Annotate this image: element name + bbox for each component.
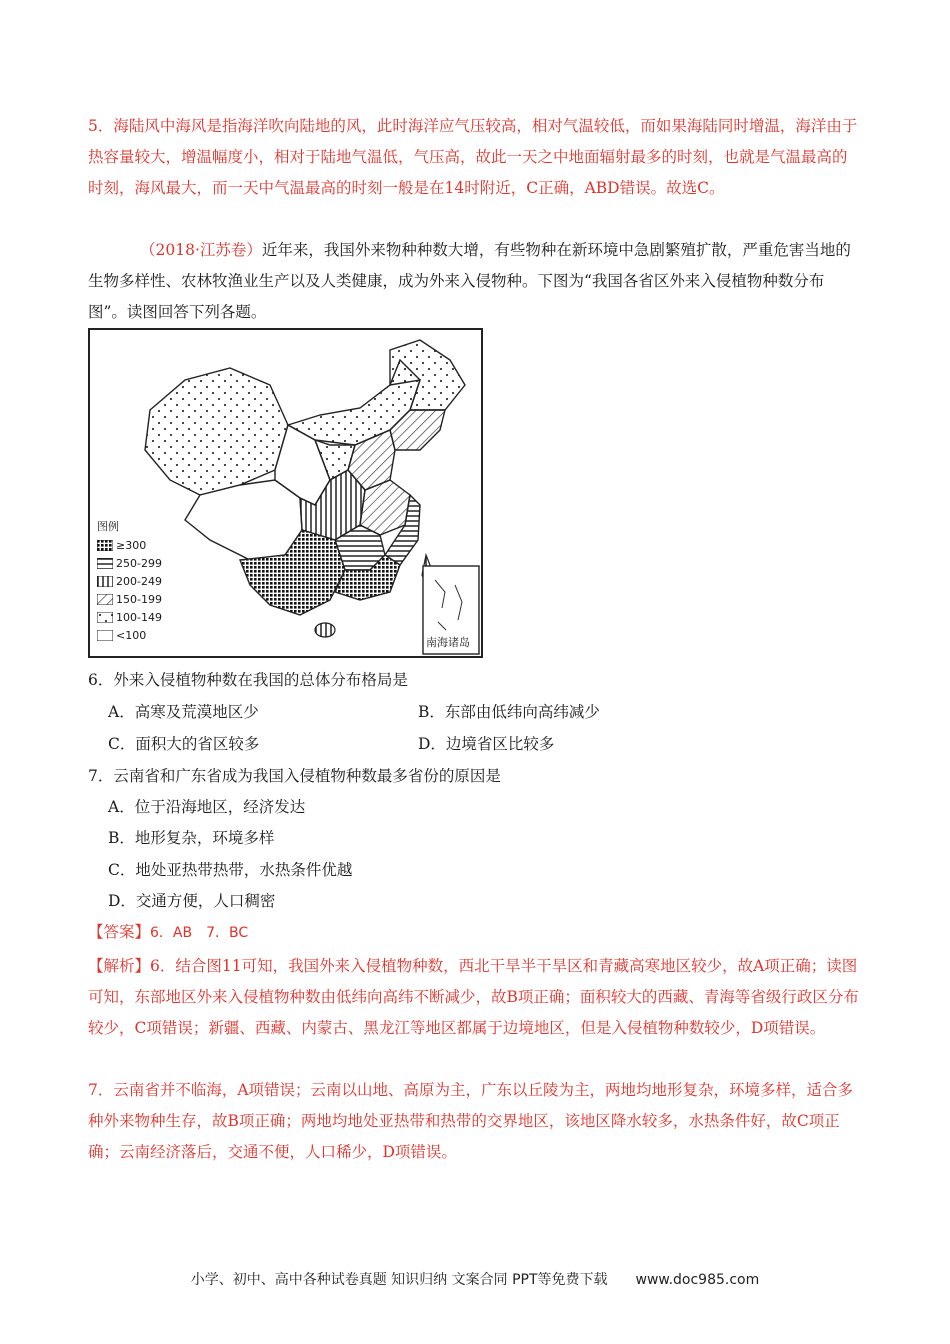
analysis-label: 【解析】: [88, 957, 151, 975]
legend-swatch-250: [97, 558, 113, 569]
inset-label: 南海诸岛: [426, 636, 470, 649]
legend-item: 100-149: [97, 608, 162, 626]
legend-title: 图例: [97, 520, 119, 533]
legend-swatch-lt100: [97, 630, 113, 641]
q6-option-d: D．边境省区比较多: [418, 735, 555, 753]
legend-item: 250-299: [97, 554, 162, 572]
legend-item: 200-249: [97, 572, 162, 590]
q5-explanation: 5．海陆风中海风是指海洋吹向陆地的风，此时海洋应气压较高，相对气温较低，而如果海陆同时增温，海洋由于热容量较大，增温幅度小，相对于陆地气温低，气压高，故此一天之中地面辐射最多的时刻，也就是气温最高的时刻，海风最大，而一天中气温最高的时刻一般是在14时附近，C正确，ABD错误。故选C。: [88, 117, 858, 197]
answer-line: [88, 920, 248, 942]
q7-option-b: B．地形复杂，环境多样: [108, 829, 275, 847]
legend-swatch-300: [97, 540, 113, 551]
intro-text: 近年来，我国外来物种种数大增，有些物种在新环境中急剧繁殖扩散，严重危害当地的生物多样性、农林牧渔业生产以及人类健康，成为外来入侵物种。下图为“我国各省区外来入侵植物种数分布图”。读图回答下列各题。: [88, 241, 851, 321]
q6-option-b: B．东部由低纬向高纬减少: [418, 703, 600, 721]
legend-swatch-200: [97, 576, 113, 587]
page-footer: 小学、初中、高中各种试卷真题 知识归纳 文案合同 PPT等免费下载 www.doc985.com: [190, 1272, 760, 1288]
question-source: （2018·江苏卷）: [140, 241, 262, 259]
q6-stem: 6．外来入侵植物种数在我国的总体分布格局是: [88, 671, 408, 689]
q6-option-c: C．面积大的省区较多: [108, 735, 260, 753]
answer-label: 【答案】: [88, 923, 151, 941]
legend-swatch-150: [97, 594, 113, 605]
q7-option-c: C．地处亚热带热带，水热条件优越: [108, 861, 353, 879]
legend-item: <100: [97, 626, 162, 644]
analysis-q6-text: 6．结合图11可知，我国外来入侵植物种数，西北干旱半干旱区和青藏高寒地区较少，故A项正确；读图可知，东部地区外来入侵植物种数由低纬向高纬不断减少，故B项正确；面积较大的西藏、青海等省级行政区分布较少，C项错误；新疆、西藏、内蒙古、黑龙江等地区都属于边境地区，但是入侵植物种数较少，D项错误。: [88, 957, 859, 1037]
q6-option-a: A．高寒及荒漠地区少: [108, 703, 259, 721]
legend-item: 150-199: [97, 590, 162, 608]
legend-item: ≥300: [97, 536, 162, 554]
q7-stem: 7．云南省和广东省成为我国入侵植物种数最多省份的原因是: [88, 767, 501, 785]
q7-option-d: D．交通方便，人口稠密: [108, 892, 276, 910]
answer-text: 6．AB 7．BC: [150, 925, 249, 941]
legend-swatch-100: [97, 612, 113, 623]
analysis-q7: 7．云南省并不临海，A项错误；云南以山地、高原为主，广东以丘陵为主，两地均地形复杂，环境多样，适合多种外来物种生存，故B项正确；两地均地处亚热带和热带的交界地区，该地区降水较多，水热条件好，故C项正确；云南经济落后，交通不便，人口稀少，D项错误。: [88, 1081, 854, 1161]
q7-option-a: A．位于沿海地区，经济发达: [108, 798, 306, 816]
question-intro: [88, 235, 860, 328]
analysis-q6: [88, 951, 860, 1044]
map-legend: [97, 518, 162, 644]
china-invasive-plant-map: [88, 328, 483, 658]
